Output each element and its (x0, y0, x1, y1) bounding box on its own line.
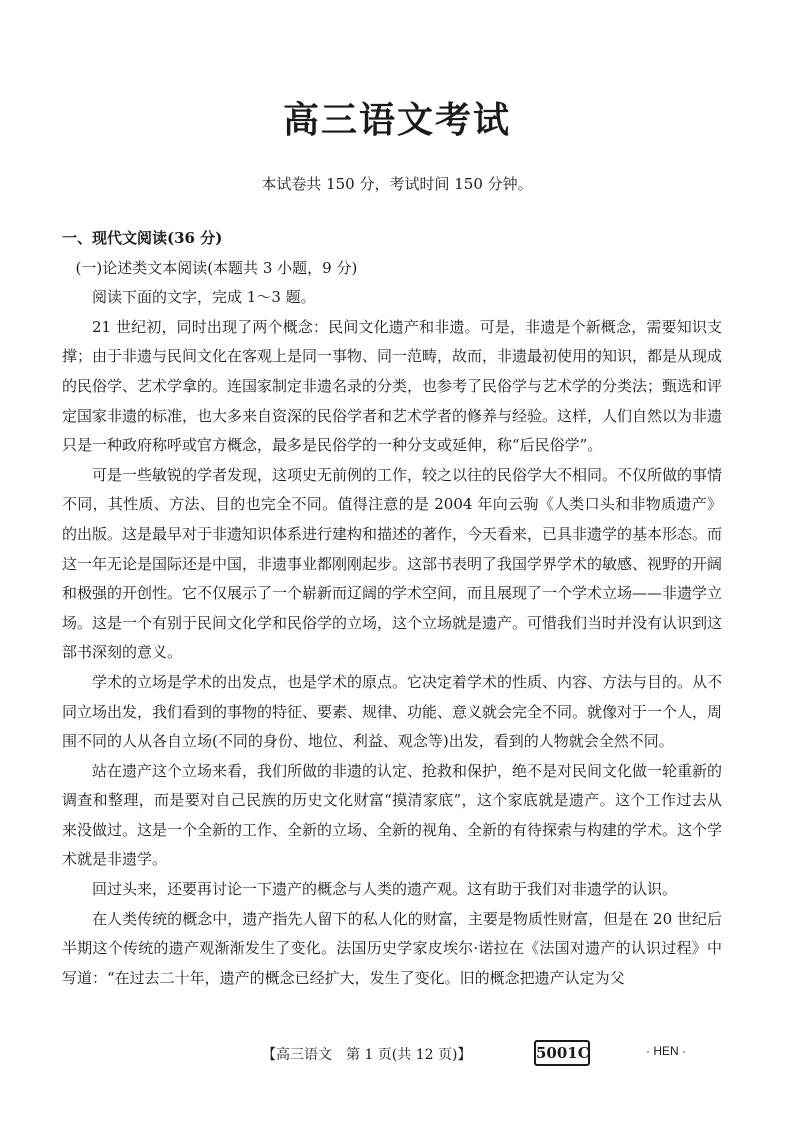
reading-instruction: 阅读下面的文字，完成 1～3 题。 (92, 288, 316, 307)
page-title: 高三语文考试 (282, 99, 511, 141)
paragraph-1: 21 世纪初，同时出现了两个概念：民间文化遗产和非遗。可是，非遗是个新概念，需要知识支撑；由于非遗与民间文化在客观上是同一事物、同一范畴，故而，非遗最初使用的知识，都是从现成的民俗学、艺术学拿的。连国家制定非遗名录的分类，也参考了民俗学与艺术学的分类法；甄选和评定国家非遗的标准，也大多来自资深的民俗学者和艺术学者的修养与经验。这样，人们自然以为非遗只是一种政府称呼或官方概念，最多是民俗学的一种分支或延伸，称“后民俗学”。 (62, 317, 723, 455)
paragraph-4: 站在遗产这个立场来看，我们所做的非遗的认定、抢救和保护，绝不是对民间文化做一轮重新的调查和整理，而是要对自己民族的历史文化财富“摸清家底”，这个家底就是遗产。这个工作过去从来没做过。这是一个全新的工作、全新的立场、全新的视角、全新的有待探索与构建的学术。这个学术就是非遗学。 (62, 761, 723, 869)
section-heading: 一、现代文阅读(36 分) (62, 229, 223, 247)
paragraph-3: 学术的立场是学术的出发点，也是学术的原点。它决定着学术的性质、内容、方法与目的。从不同立场出发，我们看到的事物的特征、要素、规律、功能、意义就会完全不同。就像对于一个人，周围不同的人从各自立场(不同的身份、地位、利益、观念等)出发，看到的人物就会全然不同。 (62, 672, 723, 751)
paragraph-6: 在人类传统的概念中，遗产指先人留下的私人化的财富，主要是物质性财富，但是在 20 世纪后半期这个传统的遗产观渐渐发生了变化。法国历史学家皮埃尔·诺拉在《法国对遗产的认识过程》中写道：“在过去二十年，遗产的概念已经扩大，发生了变化。旧的概念把遗产认定为父 (62, 909, 722, 987)
paragraph-5: 回过头来，还要再讨论一下遗产的概念与人类的遗产观。这有助于我们对非遗学的认识。 (92, 880, 678, 899)
exam-code-badge: 5001C (534, 1040, 590, 1066)
reading-section (62, 224, 722, 993)
subsection-heading: (一)论述类文本阅读(本题共 3 小题，9 分) (75, 258, 358, 277)
page-footer (0, 1040, 794, 1068)
exam-instructions: 本试卷共 150 分，考试时间 150 分钟。 (261, 175, 533, 193)
page-number-info: 【高三语文 第 1 页(共 12 页)】 (262, 1047, 472, 1063)
paragraph-2: 可是一些敏锐的学者发现，这项史无前例的工作，较之以往的民俗学大不相同。不仅所做的事情不同，其性质、方法、目的也完全不同。值得注意的是 2004 年向云驹《人类口头和非物质遗产》的出版。这是最早对于非遗知识体系进行建构和描述的著作，今天看来，已具非遗学的基本形态。而这一年无论是国际还是中国，非遗事业都刚刚起步。这部书表明了我国学界学术的敏感、视野的开阔和极强的开创性。它不仅展示了一个崭新而辽阔的学术空间，而且展现了一个学术立场——非遗学立场。这是一个有别于民间文化学和民俗学的立场，这个立场就是遗产。可惜我们当时并没有认识到这部书深刻的意义。 (62, 465, 723, 662)
region-code: · HEN · (646, 1044, 686, 1058)
